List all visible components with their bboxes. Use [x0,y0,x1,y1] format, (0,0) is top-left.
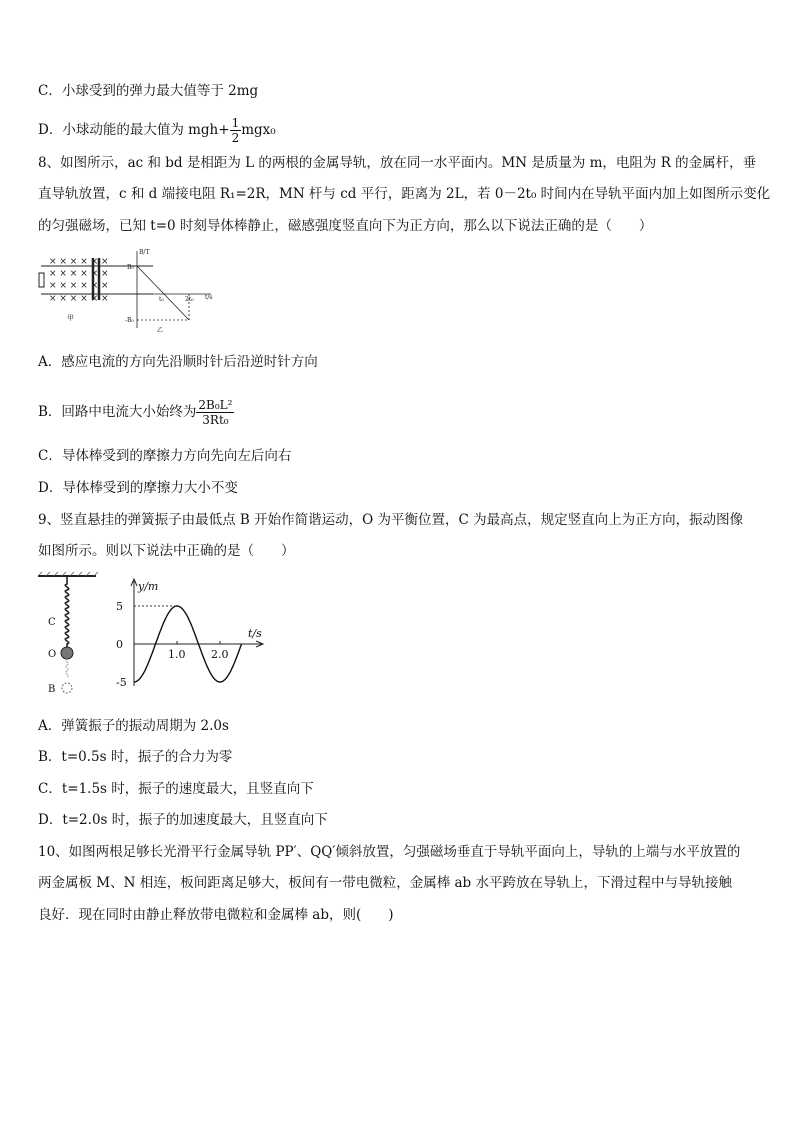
q7-option-c: C．小球受到的弹力最大值等于 2mg [38,83,259,99]
q8-b0-label: B₀ [127,264,134,271]
label-c: C [48,617,56,628]
current-fraction: $\frac{\text{2B₀L²}}{\text{3Rt₀}}$ [198,398,233,427]
lowest-point-ball [62,683,72,693]
svg-text:× × × × × ×: × × × × × × [49,281,109,291]
q8-figure [35,248,225,336]
q8-neg-b0-label: -B₀ [125,317,134,324]
q8-t0-label: t₀ [159,296,164,303]
q8-axis-y-label: B/T [139,249,150,256]
y-tick-label: 0 [116,638,123,651]
q10-stem-line-2: 两金属板 M、N 相连，板间距离足够大，板间有一带电微粒，金属棒 ab 水平跨放在导轨上，下滑过程中与导轨接触 [38,875,732,891]
y-tick-label: -5 [116,676,127,689]
q9-stem-line-1: 9、竖直悬挂的弹簧振子由最低点 B 开始作简谐运动，O 为平衡位置，C 为最高点，规定竖直向上为正方向，振动图像 [38,512,744,528]
q9-stem-line-2: 如图所示。则以下说法中正确的是（ ） [38,543,295,559]
q7-option-d: D．小球动能的最大值为 mgh+ $\frac{1}{2}$ mgx₀ [38,116,276,145]
svg-text:× × × × × ×: × × × × × × [49,294,109,304]
q8-option-c: C．导体棒受到的摩擦力方向先向左后向右 [38,448,292,464]
svg-text:× × × × × ×: × × × × × × [49,257,109,267]
q9-vibration-chart [110,574,270,694]
q10-stem-line-1: 10、如图两根足够长光滑平行金属导轨 PP′、QQ′倾斜放置，匀强磁场垂直于导轨平面向上，导轨的上端与水平放置的 [38,844,741,860]
y-axis-label: y/m [138,580,159,593]
q8-stem-line-2: 直导轨放置，c 和 d 端接电阻 R₁=2R，MN 杆与 cd 平行，距离为 2L，若 0－2t₀ 时间内在导轨平面内加上如图所示变化 [38,186,771,202]
x-tick-label: 1.0 [168,648,186,661]
spring-coil [65,576,68,648]
q8-fig-label-right: 乙 [157,327,164,334]
q8-fig-label-left: 甲 [67,314,74,322]
label-o: O [48,649,57,660]
q9-option-b: B．t=0.5s 时，振子的合力为零 [38,749,233,765]
q8-bt-graph [137,251,211,328]
q9-option-c: C．t=1.5s 时，振子的速度最大，且竖直向下 [38,781,314,797]
q8-2t0-label: 2t₀ [185,296,194,303]
q8-option-a: A．感应电流的方向先沿顺时针后沿逆时针方向 [38,354,318,370]
q8-stem-line-1: 8、如图所示，ac 和 bd 是相距为 L 的两根的金属导轨，放在同一水平面内。MN 是质量为 m，电阻为 R 的金属杆，垂 [38,155,757,171]
q9-option-d: D．t=2.0s 时，振子的加速度最大，且竖直向下 [38,812,328,828]
q8-field-crosses [49,257,109,304]
y-tick-label: 5 [116,600,123,613]
q9-spring-figure [36,572,102,698]
q8-option-b: B．回路中电流大小始终为 $\frac{\text{2B₀L²}}{\text{3Rt₀}}$ [38,398,233,427]
label-b: B [48,684,56,695]
q8-axis-x-label: t/s [205,294,213,301]
q9-option-a: A．弹簧振子的振动周期为 2.0s [38,718,229,734]
q8-option-d: D．导体棒受到的摩擦力大小不变 [38,480,238,496]
q10-stem-line-3: 良好．现在同时由静止释放带电微粒和金属棒 ab，则( ) [38,907,394,923]
fraction: $\frac{1}{2}$ [231,116,240,145]
oscillator-ball [61,647,73,659]
q8-stem-line-3: 的匀强磁场，已知 t=0 时刻导体棒静止，磁感强度竖直向下为正方向，那么以下说法正确的是（ ） [38,218,653,234]
svg-text:× × × × × ×: × × × × × × [49,269,109,279]
x-tick-label: 2.0 [211,648,229,661]
x-axis-label: t/s [248,627,262,640]
